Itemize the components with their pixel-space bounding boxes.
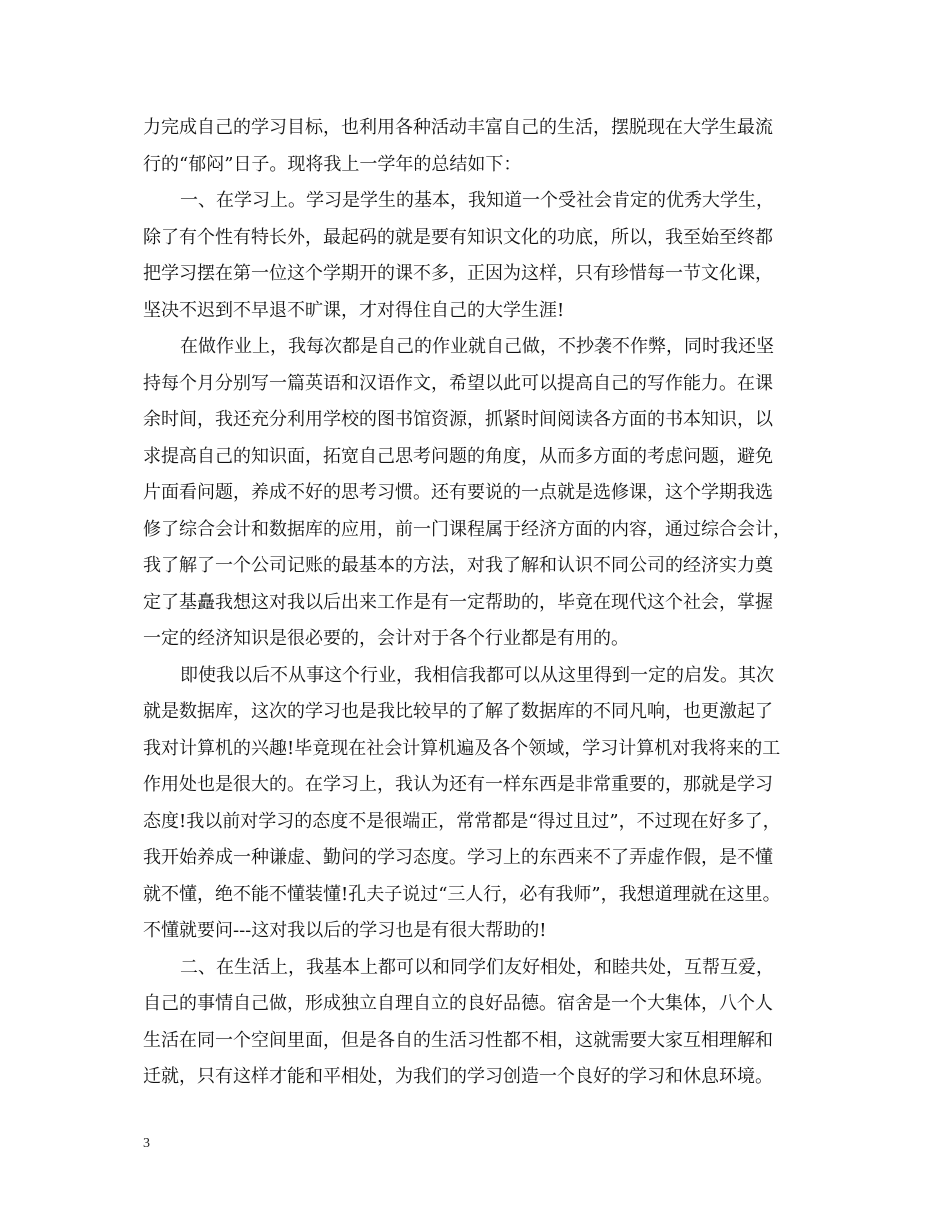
text-line: 把学习摆在第一位这个学期开的课不多，正因为这样，只有珍惜每一节文化课， (143, 263, 773, 284)
text-line: 就不懂，绝不能不懂装懂!孔夫子说过“三人行，必有我师”，我想道理就在这里。 (143, 884, 781, 905)
text-line: 我开始养成一种谦虚、勤问的学习态度。学习上的东西来不了弄虚作假，是不懂 (143, 847, 773, 868)
text-line: 态度!我以前对学习的态度不是很端正，常常都是“得过且过”，不过现在好多了， (143, 811, 781, 832)
text-line: 生活在同一个空间里面，但是各自的生活习性都不相，这就需要大家互相理解和 (143, 1030, 773, 1051)
text-line: 作用处也是很大的。在学习上，我认为还有一样东西是非常重要的，那就是学习 (143, 774, 773, 795)
text-line: 我对计算机的兴趣!毕竟现在社会计算机遍及各个领域，学习计算机对我将来的工 (143, 738, 781, 759)
text-line: 就是数据库，这次的学习也是我比较早的了解了数据库的不同凡响，也更激起了 (143, 701, 773, 722)
text-line: 行的“郁闷”日子。现将我上一学年的总结如下： (143, 154, 522, 175)
text-line: 片面看问题，养成不好的思考习惯。还有要说的一点就是选修课，这个学期我选 (143, 482, 773, 503)
text-line: 不懂就要问---这对我以后的学习也是有很大帮助的! (143, 920, 547, 941)
paragraph-start-line: 即使我以后不从事这个行业，我相信我都可以从这里得到一定的启发。其次 (180, 665, 774, 686)
text-line: 修了综合会计和数据库的应用，前一门课程属于经济方面的内容，通过综合会计， (143, 519, 791, 540)
text-line: 我了解了一个公司记账的最基本的方法，对我了解和认识不同公司的经济实力奠 (143, 555, 773, 576)
paragraph-start-line: 二、在生活上，我基本上都可以和同学们友好相处，和睦共处，互帮互爱， (180, 957, 774, 978)
text-line: 余时间，我还充分利用学校的图书馆资源，抓紧时间阅读各方面的书本知识，以 (143, 409, 773, 430)
text-line: 自己的事情自己做，形成独立自理自立的良好品德。宿舍是一个大集体，八个人 (143, 993, 773, 1014)
text-line: 求提高自己的知识面，拓宽自己思考问题的角度，从而多方面的考虑问题，避免 (143, 446, 773, 467)
text-line: 一定的经济知识是很必要的，会计对于各个行业都是有用的。 (143, 628, 629, 649)
text-line: 定了基矗我想这对我以后出来工作是有一定帮助的，毕竟在现代这个社会，掌握 (143, 592, 773, 613)
text-line: 坚决不迟到不早退不旷课，才对得住自己的大学生涯! (143, 300, 565, 321)
page-number: 3 (143, 1136, 150, 1151)
text-line: 力完成自己的学习目标，也利用各种活动丰富自己的生活，摆脱现在大学生最流 (143, 117, 773, 138)
text-line: 除了有个性有特长外，最起码的就是要有知识文化的功底，所以，我至始至终都 (143, 227, 773, 248)
text-line: 持每个月分别写一篇英语和汉语作文，希望以此可以提高自己的写作能力。在课 (143, 373, 773, 394)
paragraph-start-line: 在做作业上，我每次都是自己的作业就自己做，不抄袭不作弊，同时我还坚 (180, 336, 774, 357)
paragraph-start-line: 一、在学习上。学习是学生的基本，我知道一个受社会肯定的优秀大学生， (180, 190, 774, 211)
text-line: 迁就，只有这样才能和平相处，为我们的学习创造一个良好的学习和休息环境。 (143, 1066, 773, 1087)
